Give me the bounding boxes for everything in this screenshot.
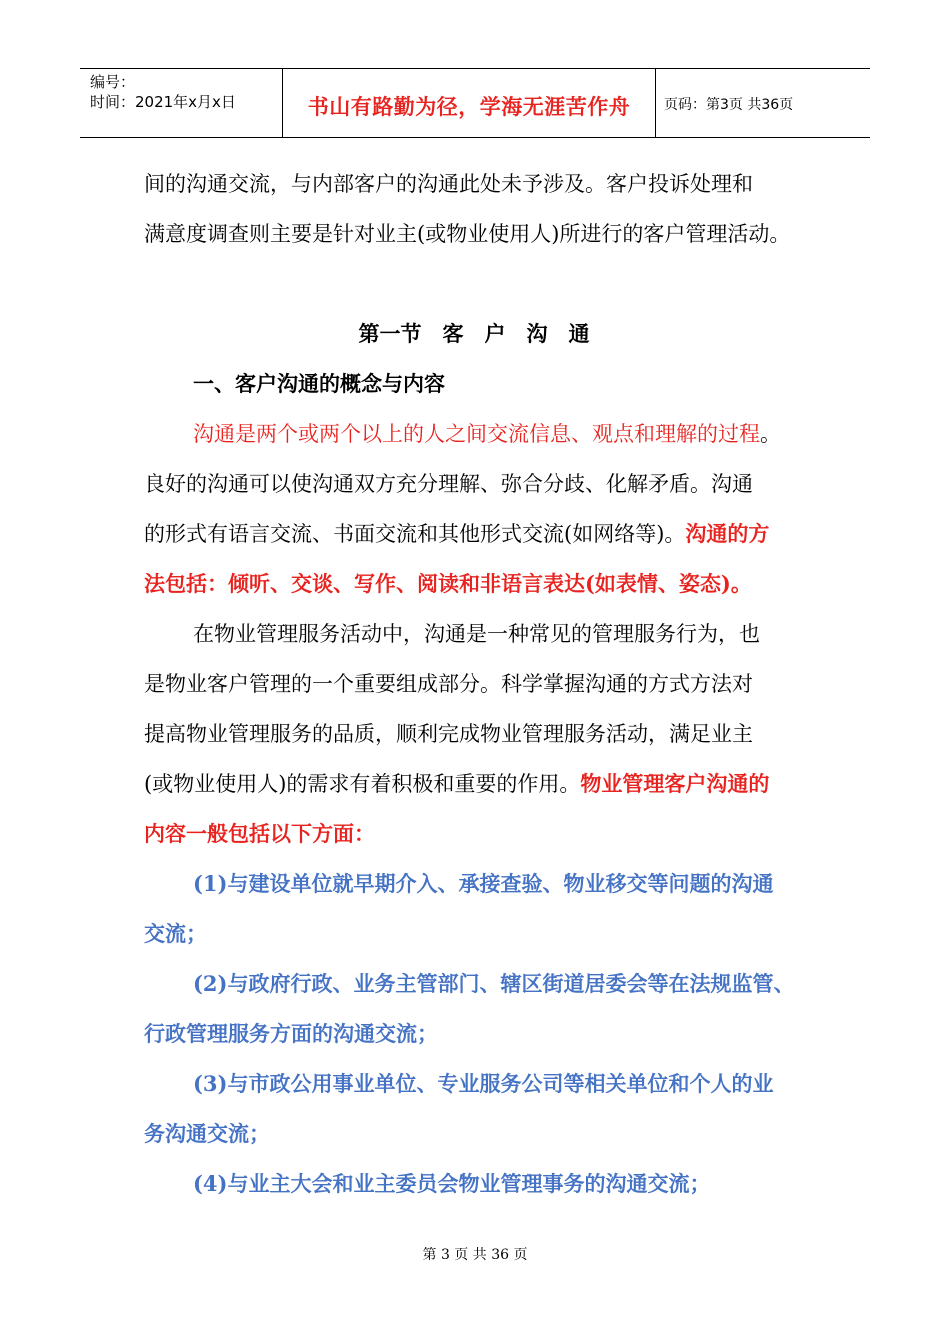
list-item-2-cont: 行政管理服务方面的沟通交流； [144, 1021, 438, 1046]
date-label: 时间：2021年x月x日 [90, 93, 236, 111]
motto: 书山有路勤为径，学海无涯苦作舟 [307, 95, 631, 119]
p1-line-1: 沟通是两个或两个以上的人之间交流信息、观点和理解的过程。 [193, 422, 781, 446]
p2-line-5: 内容一般包括以下方面： [144, 821, 375, 846]
list-item-1-cont: 交流； [144, 921, 207, 946]
p1-line-2: 良好的沟通可以使沟通双方充分理解、弥合分歧、化解矛盾。沟通 [144, 472, 753, 496]
list-item-2: (2)与政府行政、业务主管部门、辖区街道居委会等在法规监管、 [193, 971, 795, 996]
page-footer: 第 3 页 共 36 页 [422, 1247, 528, 1263]
header-motto-cell [283, 69, 656, 137]
p1-definition: 沟通是两个或两个以上的人之间交流信息、观点和理解的过程 [193, 422, 760, 446]
section-title: 第一节 客 户 沟 通 [358, 321, 590, 346]
p2-line-2: 是物业客户管理的一个重要组成部分。科学掌握沟通的方式方法对 [144, 672, 753, 696]
list-item-3: (3)与市政公用事业单位、专业服务公司等相关单位和个人的业 [193, 1071, 774, 1096]
intro-line-1: 间的沟通交流，与内部客户的沟通此处未予涉及。客户投诉处理和 [144, 172, 753, 196]
list-item-4: (4)与业主大会和业主委员会物业管理事务的沟通交流； [193, 1171, 711, 1196]
page-info: 页码：第3页 共36页 [664, 97, 794, 113]
p2-line-3: 提高物业管理服务的品质，顺利完成物业管理服务活动，满足业主 [144, 722, 753, 746]
p1-line-4: 法包括：倾听、交谈、写作、阅读和非语言表达(如表情、姿态)。 [144, 571, 752, 596]
header-table [80, 68, 870, 138]
p2-line-1: 在物业管理服务活动中，沟通是一种常见的管理服务行为，也 [193, 622, 760, 646]
intro-line-2: 满意度调查则主要是针对业主(或物业使用人)所进行的客户管理活动。 [144, 222, 791, 246]
list-item-1: (1)与建设单位就早期介入、承接查验、物业移交等问题的沟通 [193, 871, 774, 896]
list-item-3-cont: 务沟通交流； [144, 1121, 270, 1146]
subheading: 一、客户沟通的概念与内容 [193, 371, 445, 396]
header-page-cell [656, 69, 870, 137]
header-meta-cell [80, 69, 283, 137]
p1-line-3: 的形式有语言交流、书面交流和其他形式交流(如网络等)。沟通的方 [144, 521, 770, 546]
serial-label: 编号： [90, 73, 136, 91]
p2-line-4: (或物业使用人)的需求有着积极和重要的作用。物业管理客户沟通的 [144, 771, 770, 796]
